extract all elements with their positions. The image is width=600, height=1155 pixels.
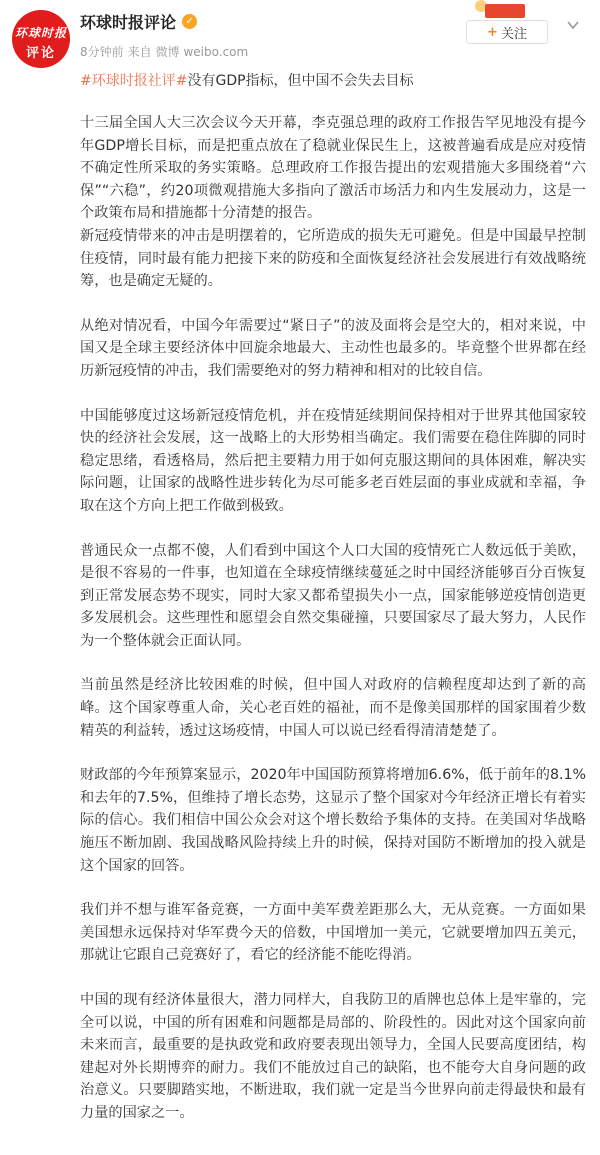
article-paragraph: 从绝对情况看，中国今年需要过“紧日子”的波及面将会是空大的，相对来说，中国又是全球主要经济体中回旋余地最大、主动性也最多的。毕竟整个世界都在经历新冠疫情的冲击，我们需要绝对的努力精神和相对的比较自信。 — [80, 317, 586, 379]
article-paragraph: 我们并不想与谁军备竞赛，一方面中美军费差距那么大，无从竞赛。一方面如果美国想永远保持对华军费今天的倍数，中国增加一美元，它就要增加四五美元，那就让它跟自己竞赛好了，看它的经济能不能吃得消。 — [80, 902, 586, 964]
avatar-logo-text: 环球时报 — [14, 26, 67, 40]
follow-label: 关注 — [500, 26, 527, 42]
avatar[interactable] — [12, 10, 70, 68]
plus-icon: + — [487, 24, 498, 40]
avatar-logo-subtext: 评论 — [25, 46, 56, 61]
article-paragraph: 新冠疫情带来的冲击是明摆着的，它所造成的损失无可避免。但是中国最早控制住疫情，同时最有能力把接下来的防疫和全面恢复经济社会发展进行有效战略统筹，也是确定无疑的。 — [80, 227, 586, 290]
article-paragraph: 中国的现有经济体量很大，潜力同样大，自我防卫的盾牌也总体上是牢靠的，完全可以说，中国的所有困难和问题都是局部的、阶段性的。因此对这个国家向前未来而言，最重要的是执政党和政府要表现出领导力，全国人民要高度团结，构建起对外长期博弈的耐力。我们不能放过自己的缺陷，也不能夸大自身问题的政治意义。只要脚踏实地，不断进取，我们就一定是当今世界向前走得最快和最有力量的国家之一。 — [80, 992, 586, 1121]
chevron-down-icon[interactable] — [566, 18, 580, 32]
follow-button[interactable] — [466, 20, 548, 44]
headline-title: 没有GDP指标，但中国不会失去目标 — [187, 73, 414, 89]
source-name: 微博 weibo.com — [155, 45, 249, 59]
topic-hashtag-link[interactable]: #环球时报社评# — [80, 73, 188, 89]
post-header — [0, 0, 600, 62]
article-body — [80, 112, 586, 1125]
post-meta — [80, 43, 248, 60]
article-paragraph: 财政部的今年预算案显示，2020年中国国防预算将增加6.6%，低于前年的8.1%和去年的7.5%，但维持了增长态势，这显示了整个国家对今年经济正增长有着实际的信心。我们相信中国公众会对这个增长数给予集体的支持。在美国对华战略施压不断加剧、我国战略风险持续上升的时候，保持对国防不断增加的投入就是这个国家的回答。 — [80, 767, 586, 874]
article-paragraph: 十三届全国人大三次会议今天开幕，李克强总理的政府工作报告罕见地没有提今年GDP增长目标，而是把重点放在了稳就业保民生上，这被普遍看成是应对疫情不确定性所采取的务实策略。总理政府工作报告提出的宏观措施大多围绕着“六保”“六稳”，约20项微观措施大多指向了激活市场活力和内生发展动力，这是一个政策布局和措施都十分清楚的报告。 — [80, 115, 586, 222]
article-paragraph: 中国能够度过这场新冠疫情危机，并在疫情延续期间保持相对于世界其他国家较快的经济社会发展，这一战略上的大形势相当确定。我们需要在稳住阵脚的同时稳定思绪，看透格局，然后把主要精力用于如何克服这期间的具体困难，解决实际问题，让国家的战略性进步转化为尽可能多老百姓层面的事业成就和幸福，争取在这个方向上把工作做到极致。 — [80, 407, 586, 514]
decoration-banner-icon — [475, 0, 537, 22]
source-prefix: 来自 — [127, 45, 152, 59]
account-name-row — [80, 10, 197, 32]
article-paragraph: 当前虽然是经济比较困难的时候，但中国人对政府的信赖程度却达到了新的高峰。这个国家尊重人命，关心老百姓的福祉，而不是像美国那样的国家围着少数精英的利益转，透过这场疫情，中国人可以说已经看得清清楚楚了。 — [80, 677, 586, 739]
post-headline — [80, 70, 414, 90]
article-paragraph: 普通民众一点都不傻，人们看到中国这个人口大国的疫情死亡人数远低于美欧，是很不容易的一件事，也知道在全球疫情继续蔓延之时中国经济能够百分百恢复到正常发展态势不现实，同时大家又都希望损失小一点，国家能够逆疫情创造更多发展机会。这些理性和愿望会自然交集碰撞，只要国家尽了最大努力，人民作为一个整体就会正面认同。 — [80, 542, 586, 649]
verified-badge-icon: ✓ — [182, 14, 197, 29]
account-name[interactable]: 环球时报评论 — [80, 12, 177, 32]
post-time[interactable]: 8分钟前 — [80, 45, 124, 59]
